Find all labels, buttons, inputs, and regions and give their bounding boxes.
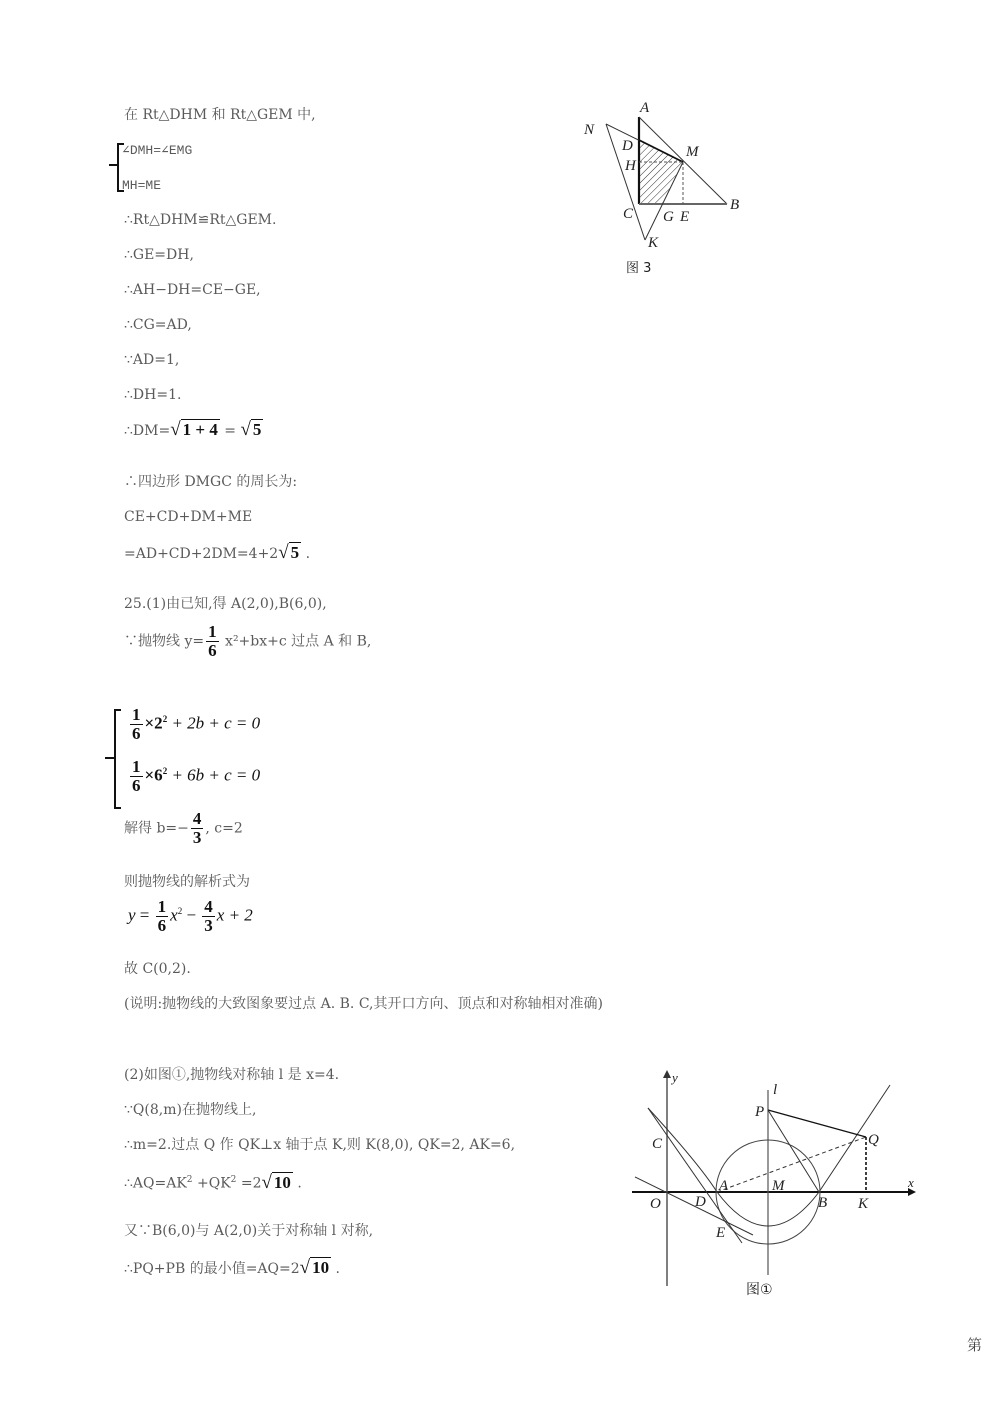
fraction (156, 898, 169, 935)
text-line: (2)如图①,抛物线对称轴 l 是 x=4. (124, 1067, 340, 1083)
exponent: 2 (162, 765, 168, 776)
label-n: N (584, 122, 595, 138)
label-h: H (625, 158, 636, 174)
eq-tail: x + 2 (216, 905, 253, 925)
label-d: D (695, 1194, 706, 1210)
figure-3-caption: 图 3 (626, 261, 652, 276)
text-line: ∴AH−DH=CE−GE, (124, 282, 261, 298)
parabola-suffix: x²+bx+c 过点 A 和 B, (220, 633, 372, 650)
sqrt-expression: √ 10 (261, 1171, 291, 1193)
y-axis-arrow-icon (663, 1070, 671, 1078)
text-line: ∴DH=1. (124, 387, 182, 403)
numerator: 1 (208, 622, 217, 641)
parabola-prefix: ∵抛物线 y= (124, 633, 205, 650)
exponent: 2 (162, 713, 168, 724)
equation-system-brace (114, 709, 121, 809)
denominator: 6 (208, 641, 217, 660)
label-m: M (772, 1178, 785, 1194)
radicand: 5 (252, 420, 262, 439)
perimeter-prefix: =AD+CD+2DM=4+2 (124, 546, 279, 562)
aq-eq: =2 (236, 1175, 262, 1192)
numerator: 1 (132, 757, 141, 776)
parabola-statement (124, 623, 371, 660)
label-k: K (858, 1196, 869, 1212)
aq-prefix: ∴AQ=AK (124, 1175, 187, 1192)
label-p: P (755, 1104, 765, 1120)
figure-3 (570, 90, 760, 280)
parabola-equation (128, 898, 253, 935)
denominator: 6 (132, 724, 141, 743)
label-k: K (648, 235, 659, 251)
problem-25-heading: 25.(1)由已知,得 A(2,0),B(6,0), (124, 596, 327, 612)
equals: = (219, 423, 241, 439)
parabola-curve (648, 1085, 890, 1226)
eq-term: ×6 (144, 765, 163, 785)
label-b: B (818, 1195, 828, 1211)
solution-line (124, 810, 243, 847)
dm-prefix: ∴DM= (124, 423, 171, 439)
text-line: 在 Rt△DHM 和 Rt△GEM 中, (124, 107, 316, 123)
eq-x: x (170, 905, 178, 925)
sqrt-expression: √ 5 (240, 419, 262, 440)
text-line: ∴CG=AD, (124, 317, 192, 333)
eq-equals: = (135, 905, 154, 925)
aq-mid: +QK (192, 1175, 231, 1192)
exponent: 2 (177, 905, 183, 916)
numerator: 1 (157, 897, 167, 916)
eq-term: + 2b + c = 0 (167, 713, 261, 733)
label-d: D (622, 138, 633, 154)
text-line: CE+CD+DM+ME (124, 509, 253, 525)
fraction (191, 810, 204, 847)
radicand: 10 (273, 1172, 291, 1192)
denominator: 3 (204, 916, 213, 935)
fraction (206, 623, 219, 660)
solution-suffix: , c=2 (205, 820, 243, 837)
system-equation-2 (128, 758, 260, 795)
label-a: A (640, 100, 650, 116)
sqrt-expression: √ 5 (278, 542, 300, 563)
system-brace-tick (109, 164, 118, 166)
numerator: 1 (132, 705, 141, 724)
sqrt-expression: √ 10 (299, 1257, 330, 1278)
perimeter-result (124, 544, 310, 563)
period: . (331, 1261, 340, 1277)
text-line: ∵Q(8,m)在抛物线上, (124, 1102, 257, 1118)
text-line: 故 C(0,2). (124, 961, 191, 977)
sqrt-expression: √ 1 + 4 (170, 419, 218, 440)
figure-1 (620, 1060, 930, 1305)
text-line: ∴m=2.过点 Q 作 QK⊥x 轴于点 K,则 K(8,0), QK=2, AK=6, (124, 1137, 516, 1153)
denominator: 6 (157, 916, 167, 935)
label-q: Q (868, 1132, 879, 1148)
text-line: ∴Rt△DHM≌Rt△GEM. (124, 212, 277, 228)
condition-line: MH=ME (122, 178, 162, 193)
fraction (130, 706, 143, 743)
shaded-quadrilateral-dmgc (639, 140, 683, 204)
denominator: 6 (132, 776, 141, 795)
page-footer: 第 (966, 1336, 982, 1354)
radicand: 5 (290, 543, 300, 562)
note-line: (说明:抛物线的大致图象要过点 A. B. C,其开口方向、顶点和对称轴相对准确) (124, 996, 603, 1012)
numerator: 4 (204, 897, 213, 916)
label-x: x (908, 1175, 914, 1190)
denominator: 3 (192, 828, 202, 847)
label-c: C (652, 1136, 663, 1152)
label-g: G (663, 209, 674, 225)
label-c: C (623, 206, 634, 222)
label-y: y (672, 1070, 678, 1085)
text-line: 则抛物线的解析式为 (124, 874, 250, 890)
label-o: O (650, 1196, 661, 1212)
period: . (301, 546, 311, 562)
exponent: 2 (186, 1175, 193, 1185)
fraction (130, 758, 143, 795)
exponent: 2 (230, 1175, 237, 1185)
text-line: ∴GE=DH, (124, 247, 194, 263)
eq-term: + 6b + c = 0 (167, 765, 261, 785)
text-line: ∵AD=1, (124, 352, 180, 368)
figure-1-caption: 图① (746, 1282, 773, 1298)
period: . (292, 1175, 302, 1192)
label-l: l (773, 1082, 778, 1098)
numerator: 4 (192, 809, 202, 828)
label-e: E (716, 1225, 726, 1241)
solution-prefix: 解得 b=− (124, 820, 189, 837)
eq-term: ×2 (144, 713, 163, 733)
label-e: E (680, 209, 690, 225)
min-prefix: ∴PQ+PB 的最小值=AQ=2 (124, 1261, 300, 1277)
aq-equation (124, 1171, 302, 1193)
dm-equation (124, 421, 263, 440)
condition-line: ∠DMH=∠EMG (122, 143, 193, 158)
label-m: M (686, 144, 699, 160)
min-value-line (124, 1259, 340, 1278)
radicand: 10 (312, 1258, 330, 1277)
label-b: B (730, 197, 740, 213)
text-line: 又∵B(6,0)与 A(2,0)关于对称轴 l 对称, (124, 1223, 374, 1239)
fraction (202, 898, 215, 935)
system-equation-1 (128, 706, 260, 743)
eq-minus: − (182, 905, 201, 925)
equation-system-brace-tick (105, 757, 115, 759)
label-a: A (719, 1178, 729, 1194)
text-line: ∴四边形 DMGC 的周长为: (124, 474, 298, 490)
radicand: 1 + 4 (182, 420, 218, 439)
eq-y: y (128, 905, 136, 925)
